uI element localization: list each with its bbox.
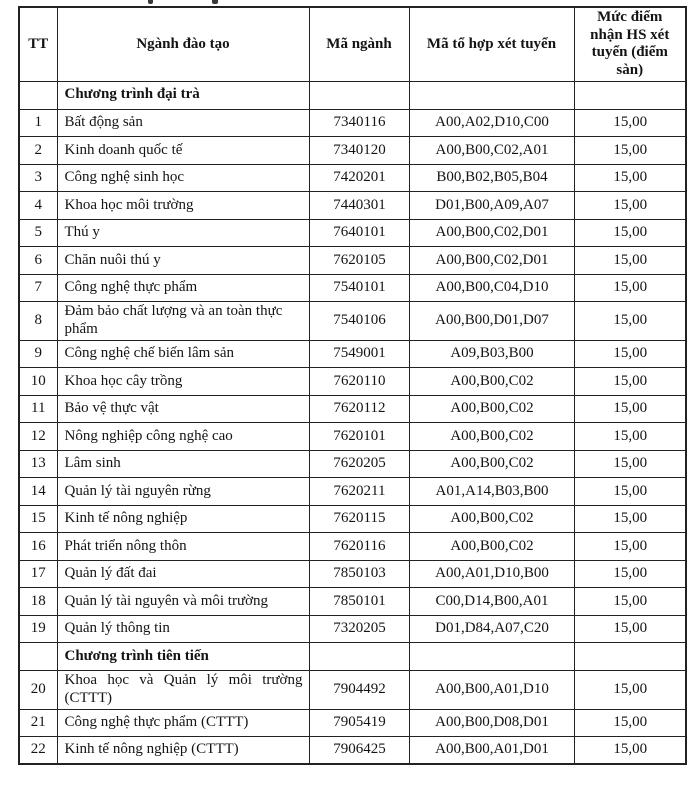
admission-scores-table <box>18 6 687 765</box>
floor-score: 15,00 <box>574 395 686 423</box>
floor-score: 15,00 <box>574 671 686 709</box>
table-body <box>19 81 686 764</box>
table-row <box>19 450 686 478</box>
major-code: 7620101 <box>309 423 409 451</box>
major-code: 7420201 <box>309 164 409 192</box>
major-code: 7620211 <box>309 478 409 506</box>
major-code: 7620105 <box>309 247 409 275</box>
floor-score: 15,00 <box>574 709 686 737</box>
section-row <box>19 81 686 109</box>
major-name: Nông nghiệp công nghệ cao <box>57 423 309 451</box>
row-number: 2 <box>19 137 57 165</box>
major-code: 7850101 <box>309 588 409 616</box>
major-code: 7620110 <box>309 368 409 396</box>
combo-codes: A00,B00,D01,D07 <box>409 302 574 340</box>
major-code: 7620115 <box>309 505 409 533</box>
table-row <box>19 737 686 765</box>
floor-score: 15,00 <box>574 560 686 588</box>
major-code: 7640101 <box>309 219 409 247</box>
combo-codes: B00,B02,B05,B04 <box>409 164 574 192</box>
section-row <box>19 643 686 671</box>
major-name: Bảo vệ thực vật <box>57 395 309 423</box>
row-number: 9 <box>19 340 57 368</box>
major-name: Công nghệ thực phẩm (CTTT) <box>57 709 309 737</box>
row-number: 18 <box>19 588 57 616</box>
major-name: Quản lý tài nguyên và môi trường <box>57 588 309 616</box>
row-number: 8 <box>19 302 57 340</box>
combo-codes: A00,B00,C02 <box>409 368 574 396</box>
table-row <box>19 164 686 192</box>
floor-score: 15,00 <box>574 423 686 451</box>
floor-score: 15,00 <box>574 340 686 368</box>
combo-codes: A09,B03,B00 <box>409 340 574 368</box>
table-row <box>19 340 686 368</box>
section-code-cell <box>309 643 409 671</box>
col-header-major: Ngành đào tạo <box>57 7 309 81</box>
col-header-score-text: Mức điểm nhận HS xét tuyển (điểm sàn) <box>590 9 670 79</box>
floor-score: 15,00 <box>574 274 686 302</box>
col-header-tt: TT <box>19 7 57 81</box>
row-number: 11 <box>19 395 57 423</box>
floor-score: 15,00 <box>574 478 686 506</box>
row-number: 15 <box>19 505 57 533</box>
row-number: 20 <box>19 671 57 709</box>
row-number: 16 <box>19 533 57 561</box>
table-row <box>19 395 686 423</box>
table-row <box>19 505 686 533</box>
row-number: 22 <box>19 737 57 765</box>
table-row <box>19 192 686 220</box>
table-row <box>19 588 686 616</box>
col-header-major-code: Mã ngành <box>309 7 409 81</box>
combo-codes: A00,B00,C02,D01 <box>409 219 574 247</box>
table-row <box>19 247 686 275</box>
combo-codes: A00,B00,D08,D01 <box>409 709 574 737</box>
floor-score: 15,00 <box>574 137 686 165</box>
floor-score: 15,00 <box>574 737 686 765</box>
major-code: 7906425 <box>309 737 409 765</box>
section-tt-cell <box>19 643 57 671</box>
floor-score: 15,00 <box>574 450 686 478</box>
major-name: Kinh doanh quốc tế <box>57 137 309 165</box>
table-row <box>19 137 686 165</box>
table-row <box>19 302 686 340</box>
major-code: 7440301 <box>309 192 409 220</box>
floor-score: 15,00 <box>574 368 686 396</box>
major-code: 7540106 <box>309 302 409 340</box>
row-number: 7 <box>19 274 57 302</box>
row-number: 4 <box>19 192 57 220</box>
major-name: Khoa học và Quản lý môi trường (CTTT) <box>57 671 309 709</box>
combo-codes: A00,B00,A01,D01 <box>409 737 574 765</box>
major-name: Lâm sinh <box>57 450 309 478</box>
major-name: Bất động sản <box>57 109 309 137</box>
floor-score: 15,00 <box>574 588 686 616</box>
major-code: 7850103 <box>309 560 409 588</box>
table-row <box>19 615 686 643</box>
floor-score: 15,00 <box>574 164 686 192</box>
table-row <box>19 478 686 506</box>
major-code: 7340116 <box>309 109 409 137</box>
row-number: 19 <box>19 615 57 643</box>
cropped-text-artifact <box>148 0 153 4</box>
major-name: Quản lý đất đai <box>57 560 309 588</box>
row-number: 13 <box>19 450 57 478</box>
floor-score: 15,00 <box>574 109 686 137</box>
major-name: Công nghệ thực phẩm <box>57 274 309 302</box>
major-name: Công nghệ sinh học <box>57 164 309 192</box>
major-name: Kinh tế nông nghiệp (CTTT) <box>57 737 309 765</box>
floor-score: 15,00 <box>574 505 686 533</box>
major-name: Khoa học cây trồng <box>57 368 309 396</box>
table-row <box>19 533 686 561</box>
major-name: Quản lý tài nguyên rừng <box>57 478 309 506</box>
row-number: 6 <box>19 247 57 275</box>
row-number: 12 <box>19 423 57 451</box>
combo-codes: A00,B00,C02 <box>409 423 574 451</box>
major-code: 7620205 <box>309 450 409 478</box>
major-name: Kinh tế nông nghiệp <box>57 505 309 533</box>
section-combos-cell <box>409 643 574 671</box>
row-number: 14 <box>19 478 57 506</box>
major-name: Đảm bảo chất lượng và an toàn thực phẩm <box>57 302 309 340</box>
table-row <box>19 671 686 709</box>
row-number: 5 <box>19 219 57 247</box>
major-name: Quản lý thông tin <box>57 615 309 643</box>
combo-codes: A00,B00,C02,A01 <box>409 137 574 165</box>
combo-codes: A00,B00,A01,D10 <box>409 671 574 709</box>
section-title: Chương trình tiên tiến <box>57 643 309 671</box>
row-number: 10 <box>19 368 57 396</box>
col-header-score <box>574 7 686 81</box>
major-code: 7620112 <box>309 395 409 423</box>
section-score-cell <box>574 81 686 109</box>
floor-score: 15,00 <box>574 302 686 340</box>
combo-codes: A00,B00,C02 <box>409 533 574 561</box>
floor-score: 15,00 <box>574 192 686 220</box>
major-name: Phát triển nông thôn <box>57 533 309 561</box>
major-code: 7340120 <box>309 137 409 165</box>
combo-codes: A01,A14,B03,B00 <box>409 478 574 506</box>
section-tt-cell <box>19 81 57 109</box>
section-code-cell <box>309 81 409 109</box>
row-number: 21 <box>19 709 57 737</box>
row-number: 17 <box>19 560 57 588</box>
combo-codes: D01,B00,A09,A07 <box>409 192 574 220</box>
cropped-text-artifact <box>212 0 218 4</box>
major-code: 7540101 <box>309 274 409 302</box>
floor-score: 15,00 <box>574 615 686 643</box>
section-title: Chương trình đại trà <box>57 81 309 109</box>
table-row <box>19 219 686 247</box>
combo-codes: A00,B00,C02 <box>409 505 574 533</box>
major-name: Công nghệ chế biến lâm sản <box>57 340 309 368</box>
major-name: Thú y <box>57 219 309 247</box>
combo-codes: A00,B00,C02,D01 <box>409 247 574 275</box>
combo-codes: A00,B00,C02 <box>409 395 574 423</box>
combo-codes: A00,B00,C04,D10 <box>409 274 574 302</box>
section-combos-cell <box>409 81 574 109</box>
floor-score: 15,00 <box>574 533 686 561</box>
floor-score: 15,00 <box>574 247 686 275</box>
table-row <box>19 423 686 451</box>
combo-codes: A00,B00,C02 <box>409 450 574 478</box>
row-number: 1 <box>19 109 57 137</box>
major-name: Khoa học môi trường <box>57 192 309 220</box>
major-name: Chăn nuôi thú y <box>57 247 309 275</box>
row-number: 3 <box>19 164 57 192</box>
major-code: 7905419 <box>309 709 409 737</box>
major-code: 7620116 <box>309 533 409 561</box>
table-row <box>19 274 686 302</box>
major-code: 7549001 <box>309 340 409 368</box>
floor-score: 15,00 <box>574 219 686 247</box>
table-row <box>19 709 686 737</box>
section-score-cell <box>574 643 686 671</box>
table-row <box>19 109 686 137</box>
combo-codes: D01,D84,A07,C20 <box>409 615 574 643</box>
header-row <box>19 7 686 81</box>
col-header-combo: Mã tổ hợp xét tuyển <box>409 7 574 81</box>
combo-codes: A00,A02,D10,C00 <box>409 109 574 137</box>
major-code: 7904492 <box>309 671 409 709</box>
table-row <box>19 368 686 396</box>
combo-codes: A00,A01,D10,B00 <box>409 560 574 588</box>
combo-codes: C00,D14,B00,A01 <box>409 588 574 616</box>
table-row <box>19 560 686 588</box>
major-code: 7320205 <box>309 615 409 643</box>
